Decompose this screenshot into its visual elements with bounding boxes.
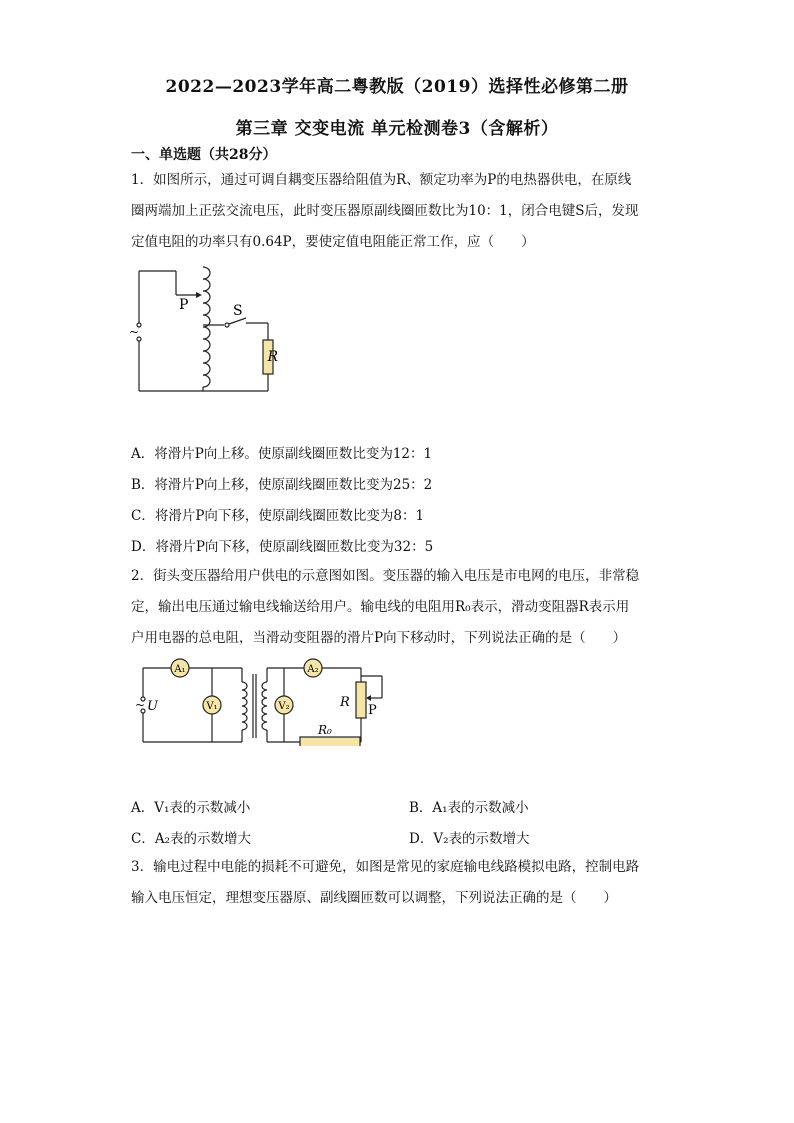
q1-slider-arrowhead xyxy=(196,292,202,298)
q2-label-a2: A₂ xyxy=(307,664,319,675)
q2-option-a[interactable]: A．V₁表的示数减小 xyxy=(131,800,251,816)
q2-option-d[interactable]: D．V₂表的示数增大 xyxy=(409,831,530,847)
q1-label-p: P xyxy=(179,297,189,313)
q3-line1: 3．输电过程中电能的损耗不可避免，如图是常见的家庭输电线路模拟电路，控制电路 xyxy=(131,859,640,875)
q1-option-a[interactable]: A．将滑片P向上移。使原副线圈匝数比变为12：1 xyxy=(131,446,433,462)
q2-label-u: U xyxy=(147,699,158,714)
q2-secondary-coil xyxy=(262,682,267,730)
q2-ac-symbol: ~ xyxy=(135,698,146,712)
doc-title-line2: 第三章 交变电流 单元检测卷3（含解析） xyxy=(235,119,559,139)
q1-ac-symbol: ~ xyxy=(129,325,140,339)
q3-stem xyxy=(131,852,665,914)
q1-line2: 圈两端加上正弦交流电压，此时变压器原副线圈匝数比为10：1，闭合电键S后，发现 xyxy=(131,203,639,219)
doc-title-line1: 2022—2023学年高二粤教版（2019）选择性必修第二册 xyxy=(165,77,629,97)
q1-option-b[interactable]: B．将滑片P向上移，使原副线圈匝数比变为25：2 xyxy=(131,477,433,493)
q2-label-v2: V₂ xyxy=(278,701,290,712)
q1-option-c[interactable]: C．将滑片P向下移，使原副线圈匝数比变为8：1 xyxy=(131,508,425,524)
q1-line3: 定值电阻的功率只有0.64P，要使定值电阻能正常工作，应（ ） xyxy=(131,234,535,250)
q2-rheostat-r xyxy=(356,682,366,718)
q2-label-r0: R₀ xyxy=(318,723,332,737)
q1-autotransformer-coil xyxy=(203,267,210,387)
q1-stem xyxy=(131,165,665,258)
q2-line3: 户用电器的总电阻，当滑动变阻器的滑片P向下移动时，下列说法正确的是（ ） xyxy=(131,630,627,646)
q2-slider-arrowhead xyxy=(366,695,371,701)
q3-line2: 输入电压恒定，理想变压器原、副线圈匝数可以调整，下列说法正确的是（ ） xyxy=(131,890,617,906)
q1-circuit-figure xyxy=(128,265,278,400)
q1-option-d[interactable]: D．将滑片P向下移，使原副线圈匝数比变为32：5 xyxy=(131,539,434,555)
q2-label-a1: A₁ xyxy=(174,664,186,675)
q1-switch-contact xyxy=(225,323,229,327)
q2-label-r: R xyxy=(340,695,350,710)
q2-label-p: P xyxy=(368,703,377,718)
q2-label-v1: V₁ xyxy=(206,701,218,712)
q2-option-c[interactable]: C．A₂表的示数增大 xyxy=(131,831,251,847)
q2-primary-coil xyxy=(242,682,247,730)
q1-line1: 1．如图所示，通过可调自耦变压器给阻值为R、额定功率为P的电热器供电，在原线 xyxy=(131,172,632,188)
q2-resistor-r0 xyxy=(300,737,360,746)
q2-circuit-figure xyxy=(134,656,396,746)
section-heading: 一、单选题（共28分） xyxy=(131,147,277,163)
q2-option-b[interactable]: B．A₁表的示数减小 xyxy=(409,800,529,816)
q1-label-r: R xyxy=(267,349,278,365)
q2-stem xyxy=(131,561,665,654)
q2-line1: 2．街头变压器给用户供电的示意图如图。变压器的输入电压是市电网的电压，非常稳 xyxy=(131,568,640,584)
q1-label-s: S xyxy=(233,303,243,319)
q2-line2: 定，输出电压通过输电线输送给用户。输电线的电阻用R₀表示，滑动变阻器R表示用 xyxy=(131,599,630,615)
